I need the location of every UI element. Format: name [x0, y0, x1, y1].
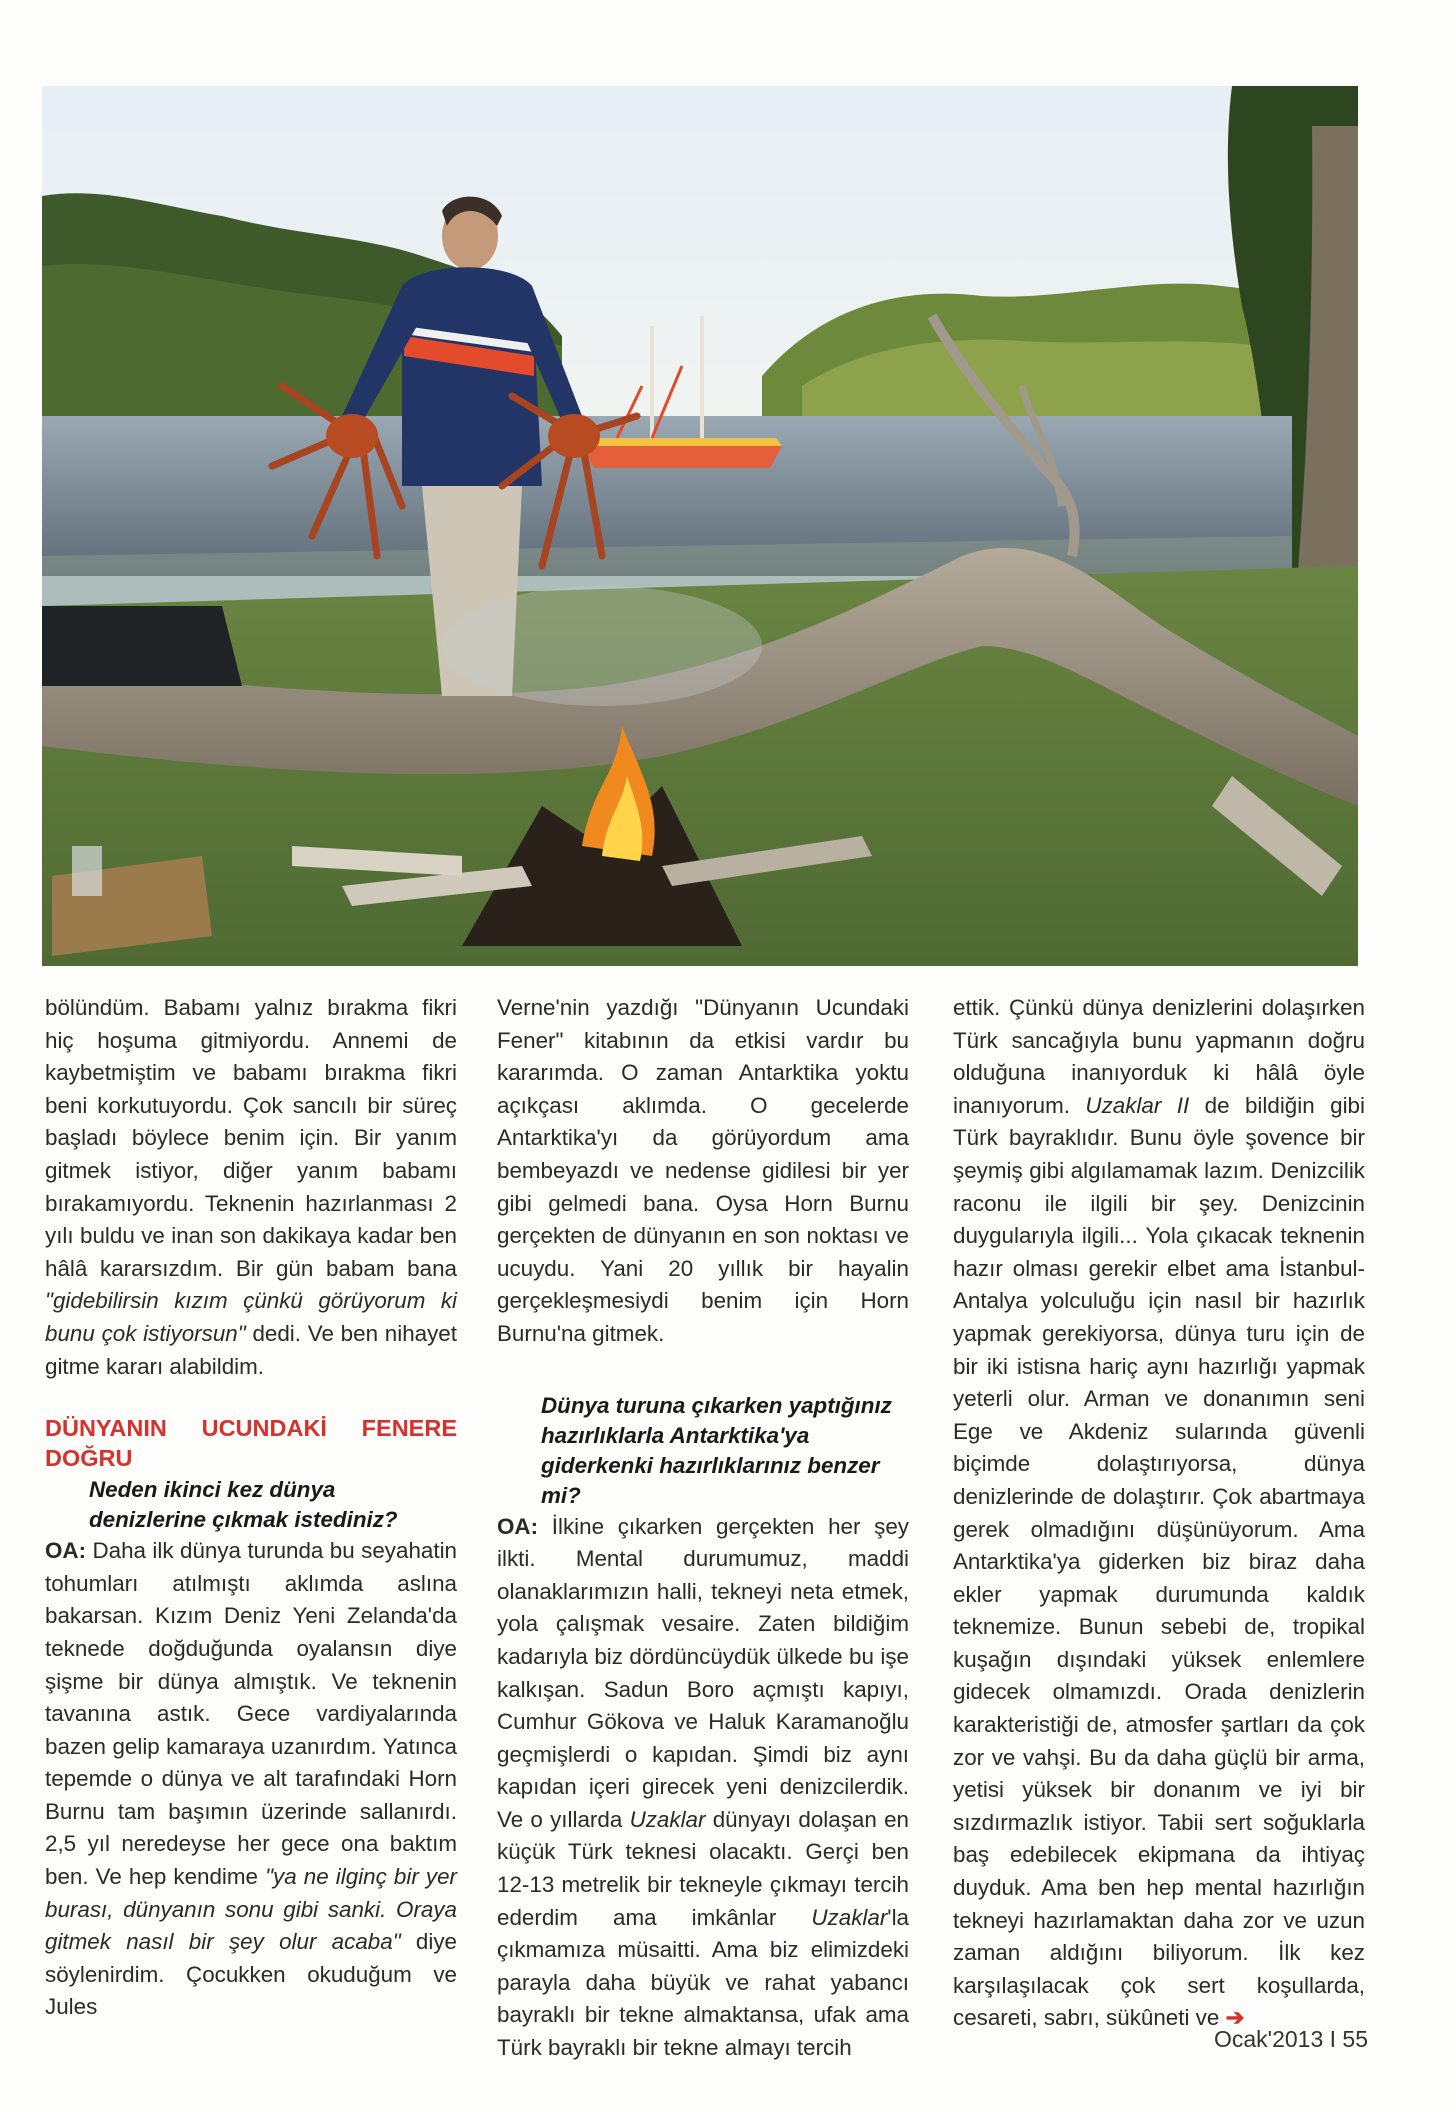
text-column-1	[45, 992, 457, 2024]
speaker-label: OA:	[45, 1538, 87, 1564]
speaker-label: OA:	[497, 1513, 539, 1539]
paragraph: ettik. Çünkü dünya denizlerini dolaşırken Türk sancağıyla bunu yapmanın doğru olduğuna inanıyorduk ki hâlâ öyle inanıyorum. Uzaklar II de bildiğin gibi Türk bayraklıdır. Bunu öyle şovence bir şeymiş gibi algılamamak lazım. Denizcilik raconu ile ilgili bir şey. Denizcinin duygularıyla ilgili... Yola çıkacak teknenin hazır olması gerekir elbet ama İstanbul-Antalya yolculuğu için nasıl bir hazırlık yapmak gerekiyorsa, dünya turu için de bir iki istisna hariç aynı hazırlığı yapmak yeterli olur. Arman ve donanımın seni Ege ve Akdeniz sularında güvenli biçimde dolaştırıyorsa, dünya denizlerinde de dolaştırır. Çok abartmaya gerek olmadığını düşünüyorum. Ama Antarktika'ya giderken biz biraz daha ekler yapmak durumunda kaldık teknemize. Bunun sebebi de, tropikal kuşağın dışındaki yüksek enlemlere gidecek olmamızdı. Orada denizlerin karakteristiği de, atmosfer şartları da çok zor ve vahşi. Bu da daha güçlü bir arma, yetisi yüksek bir donanım ve iyi bir sızdırmazlık istiyor. Tabii sert soğuklarla baş edebilecek ekipmana da ihtiyaç duyduk. Ama ben hep mental hazırlığın tekneyi hazırlamaktan daha zor ve uzun zaman aldığını biliyorum. İlk kez karşılaşılacak çok sert koşullarda, cesareti, sabrı, sükûneti ve ➔	[953, 995, 1365, 2031]
interview-question: Dünya turuna çıkarken yaptığınız hazırlıklarla Antarktika'ya giderkenki hazırlıklarınız benzer mi?	[541, 1392, 892, 1508]
glass	[72, 846, 102, 896]
interview-answer: OA: Daha ilk dünya turunda bu seyahatin tohumları atılmıştı aklımda aslına bakarsan. Kızım Deniz Yeni Zelanda'da teknede doğduğunda oyalansın diye şişme bir dünya almıştık. Ve teknenin tavanına astık. Gece vardiyalarında bazen gelip kamaraya uzanırdım. Yatınca tepemde o dünya ve alt tarafındaki Horn Burnu tam başımın üzerinde sallanırdı. 2,5 yıl neredeyse her gece ona baktım ben. Ve hep kendime "ya ne ilginç bir yer burası, dünyanın sonu gibi sanki. Oraya gitmek nasıl bir şey olur acaba" diye söylenirdim. Çocukken okuduğum ve Jules	[45, 1538, 457, 2020]
paragraph: bölündüm. Babamı yalnız bırakma fikri hiç hoşuma gitmiyordu. Annemi de kaybetmiştim ve babamı bırakma fikri beni korkutuyordu. Çok sancılı bir süreç başladı böylece benim için. Bir yanım gitmek istiyor, diğer yanım babamı bırakamıyordu. Teknenin hazırlanması 2 yılı buldu ve inan son dakikaya kadar ben hâlâ kararsızdım. Bir gün babam bana "gidebilirsin kızım çünkü görüyorum ki bunu çok istiyorsun" dedi. Ve ben nihayet gitme kararı alabildim.	[45, 995, 457, 1379]
section-heading: DÜNYANIN UCUNDAKİ FENERE DOĞRU	[45, 1415, 457, 1472]
photo-campfire-crabs	[42, 86, 1358, 966]
paragraph: Verne'nin yazdığı "Dünyanın Ucundaki Fener" kitabının da etkisi vardır bu kararımda. O zaman Antarktika yoktu açıkçası aklımda. O gecelerde Antarktika'yı da görüyordum ama bembeyazdı ve nedense gidilesi bir yer gibi gelmedi bana. Oysa Horn Burnu gerçekten de dünyanın en son noktası ve ucuydu. Yani 20 yıllık bir hayalin gerçekleşmesiydi benim için Horn Burnu'na gitmek.	[497, 995, 909, 1346]
article-photo	[42, 86, 1358, 966]
interview-answer: OA: İlkine çıkarken gerçekten her şey ilkti. Mental durumumuz, maddi olanaklarımızın halli, tekneyi neta etmek, yola çalışmak vesaire. Zaten bildiğim kadarıyla biz dördüncüydük ülkede bu işe kalkışan. Sadun Boro açmıştı kapıyı, Cumhur Gökova ve Haluk Karamanoğlu geçmişlerdi o kapıdan. Şimdi biz aynı kapıdan içeri girecek yeni denizcilerdik. Ve o yıllarda Uzaklar dünyayı dolaşan en küçük Türk teknesi olacaktı. Gerçi ben 12-13 metrelik bir tekneyle çıkmayı tercih ederdim ama imkânlar Uzaklar'la çıkmamıza müsaitti. Ama biz elimizdeki parayla daha büyük ve rahat yabancı bayraklı bir tekne almaktansa, ufak ama Türk bayraklı bir tekne almayı tercih	[497, 1513, 909, 2061]
bucket	[42, 606, 242, 686]
continue-arrow-icon: ➔	[1225, 2005, 1245, 2031]
text-column-3	[953, 992, 1365, 2035]
smoke	[442, 586, 762, 706]
text-column-2	[497, 992, 909, 2065]
page-folio: Ocak'2013 I 55	[1214, 2026, 1368, 2052]
interview-question: Neden ikinci kez dünya denizlerine çıkmak istediniz?	[89, 1477, 398, 1533]
